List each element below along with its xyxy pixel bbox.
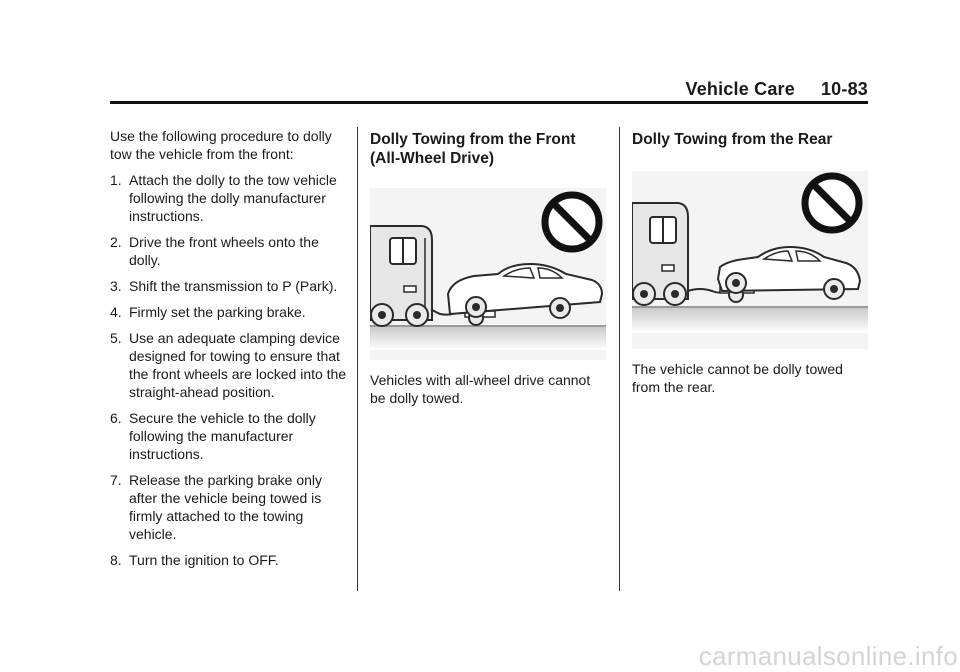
step-number: 1. [110,172,122,188]
step-number: 6. [110,410,122,426]
section-heading: Dolly Towing from the Front (All-Wheel Drive) [370,131,576,167]
step-number: 8. [110,552,122,568]
step-number: 5. [110,330,122,346]
procedure-steps [110,171,348,569]
page-number: 10-83 [820,79,868,99]
prohibited-icon [545,195,599,249]
procedure-column [110,127,348,569]
step-item [110,409,348,463]
ground [632,307,868,333]
column-divider [357,127,358,591]
step-text: Shift the transmission to P (Park). [129,278,338,294]
page-header [110,79,868,100]
step-number: 7. [110,472,122,488]
caption-text: The vehicle cannot be dolly towed from the rear. [632,361,843,395]
ground [370,326,606,350]
step-number: 2. [110,234,122,250]
step-item [110,277,348,295]
column-divider [619,127,620,591]
step-text: Release the parking brake only after the vehicle being towed is firmly attached to the towing vehicle. [129,472,323,542]
step-text: Use an adequate clamping device designed for towing to ensure that the front wheels are locked into the straight-ahead position. [129,330,347,400]
step-number: 3. [110,278,122,294]
step-item [110,329,348,401]
step-item [110,233,348,269]
front-dolly-tow-illustration [370,178,606,360]
step-text: Turn the ignition to OFF. [129,552,279,568]
step-text: Firmly set the parking brake. [129,304,306,320]
intro-text: Use the following procedure to dolly tow the vehicle from the front: [110,128,332,162]
header-rule [110,101,868,104]
step-number: 4. [110,304,122,320]
step-item [110,171,348,225]
prohibited-icon [805,176,859,230]
step-item [110,471,348,543]
caption-text: Vehicles with all-wheel drive cannot be dolly towed. [370,372,591,406]
tow-vehicle [632,203,688,305]
step-text: Drive the front wheels onto the dolly. [129,234,319,268]
rear-towing-column [632,127,870,396]
front-towing-column [370,127,608,407]
step-text: Attach the dolly to the tow vehicle following the dolly manufacturer instructions. [129,172,337,224]
rear-dolly-tow-illustration [632,159,868,349]
tow-vehicle [370,226,432,326]
step-item [110,303,348,321]
watermark: carmanualsonline.info [698,641,958,671]
section-title: Vehicle Care [685,79,795,99]
step-text: Secure the vehicle to the dolly following the manufacturer instructions. [129,410,316,462]
section-heading: Dolly Towing from the Rear [632,131,833,148]
step-item [110,551,348,569]
